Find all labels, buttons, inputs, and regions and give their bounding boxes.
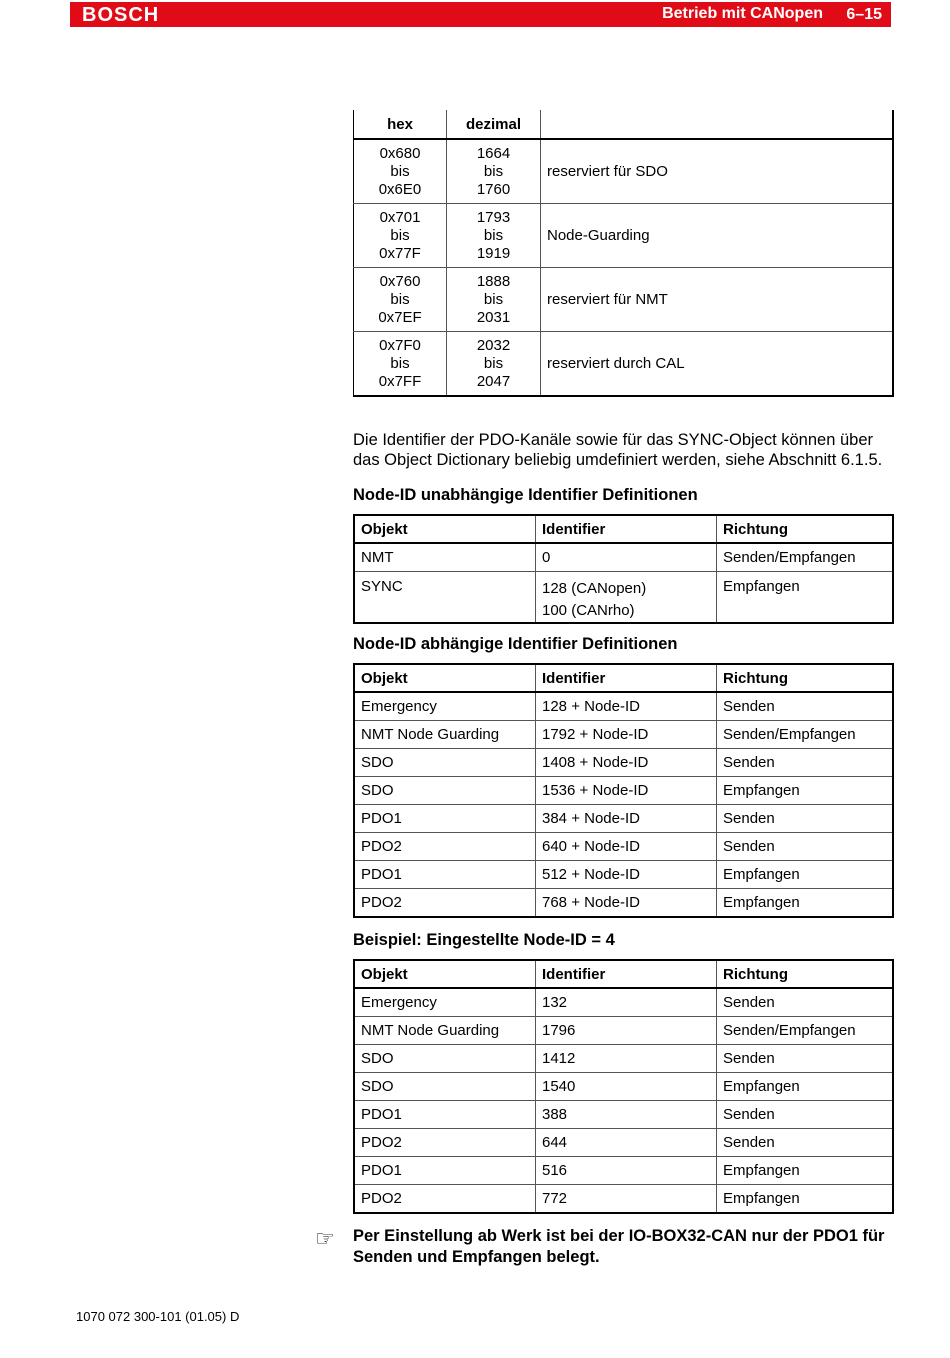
table-row xyxy=(354,543,893,572)
description-cell: Node-Guarding xyxy=(541,204,894,268)
objekt-cell: PDO1 xyxy=(354,1157,536,1185)
column-header-objekt: Objekt xyxy=(354,664,536,692)
objekt-cell: PDO1 xyxy=(354,805,536,833)
hex-range-cell: 0x701 bis 0x77F xyxy=(354,204,447,268)
description-cell: reserviert für SDO xyxy=(541,139,894,204)
richtung-cell: Senden xyxy=(717,988,894,1017)
richtung-cell: Senden xyxy=(717,692,894,721)
factory-setting-note: Per Einstellung ab Werk ist bei der IO-BOX32-CAN nur der PDO1 für Senden und Empfangen belegt. xyxy=(353,1227,885,1266)
column-header-richtung: Richtung xyxy=(717,515,894,543)
identifier-cell: 644 xyxy=(536,1129,717,1157)
section-title-dependent: Node-ID abhängige Identifier Definitionen xyxy=(353,635,678,653)
identifier-cell: 512 + Node-ID xyxy=(536,861,717,889)
identifier-cell: 640 + Node-ID xyxy=(536,833,717,861)
richtung-cell: Senden xyxy=(717,749,894,777)
richtung-cell: Senden xyxy=(717,1045,894,1073)
table-row xyxy=(354,1017,893,1045)
objekt-cell: PDO2 xyxy=(354,889,536,918)
table-row xyxy=(354,1157,893,1185)
objekt-cell: SDO xyxy=(354,749,536,777)
column-header-hex: hex xyxy=(354,110,447,139)
table-row xyxy=(354,721,893,749)
identifier-cell: 128 + Node-ID xyxy=(536,692,717,721)
objekt-cell: Emergency xyxy=(354,988,536,1017)
identifier-cell: 768 + Node-ID xyxy=(536,889,717,918)
column-header-identifier: Identifier xyxy=(536,515,717,543)
table-row xyxy=(354,139,894,204)
description-cell: reserviert durch CAL xyxy=(541,332,894,397)
table-header-row xyxy=(354,110,894,139)
identifier-cell: 1792 + Node-ID xyxy=(536,721,717,749)
column-header-identifier: Identifier xyxy=(536,664,717,692)
table-row xyxy=(354,692,893,721)
identifier-cell: 1408 + Node-ID xyxy=(536,749,717,777)
table-row xyxy=(354,988,893,1017)
table-row xyxy=(354,805,893,833)
column-header-richtung: Richtung xyxy=(717,960,894,988)
independent-identifier-table xyxy=(353,514,894,624)
identifier-cell: 0 xyxy=(536,543,717,572)
objekt-cell: NMT Node Guarding xyxy=(354,1017,536,1045)
hex-range-cell: 0x7F0 bis 0x7FF xyxy=(354,332,447,397)
table-row xyxy=(354,572,893,624)
objekt-cell: PDO1 xyxy=(354,861,536,889)
brand-logo: BOSCH xyxy=(82,4,160,26)
table-row xyxy=(354,332,894,397)
column-header-objekt: Objekt xyxy=(354,960,536,988)
table-header-row xyxy=(354,960,893,988)
richtung-cell: Senden xyxy=(717,1129,894,1157)
richtung-cell: Senden/Empfangen xyxy=(717,543,894,572)
table-row xyxy=(354,1185,893,1214)
hex-range-cell: 0x680 bis 0x6E0 xyxy=(354,139,447,204)
page-header xyxy=(70,2,891,27)
objekt-cell: PDO2 xyxy=(354,1129,536,1157)
table-row xyxy=(354,1045,893,1073)
richtung-cell: Senden xyxy=(717,805,894,833)
richtung-cell: Empfangen xyxy=(717,1185,894,1214)
objekt-cell: NMT xyxy=(354,543,536,572)
table-header-row xyxy=(354,515,893,543)
decimal-range-cell: 1664 bis 1760 xyxy=(447,139,541,204)
table-row xyxy=(354,1073,893,1101)
decimal-range-cell: 1793 bis 1919 xyxy=(447,204,541,268)
identifier-cell: 516 xyxy=(536,1157,717,1185)
table-row xyxy=(354,861,893,889)
richtung-cell: Senden/Empfangen xyxy=(717,1017,894,1045)
table-row xyxy=(354,1101,893,1129)
objekt-cell: PDO1 xyxy=(354,1101,536,1129)
table-row xyxy=(354,1129,893,1157)
objekt-cell: PDO2 xyxy=(354,1185,536,1214)
objekt-cell: PDO2 xyxy=(354,833,536,861)
identifier-cell: 388 xyxy=(536,1101,717,1129)
section-title-example: Beispiel: Eingestellte Node-ID = 4 xyxy=(353,931,615,949)
page-number: 6–15 xyxy=(846,6,882,23)
document-number: 1070 072 300-101 (01.05) D xyxy=(76,1309,240,1324)
richtung-cell: Empfangen xyxy=(717,777,894,805)
column-header-identifier: Identifier xyxy=(536,960,717,988)
table-row xyxy=(354,204,894,268)
objekt-cell: SYNC xyxy=(354,572,536,624)
table-row xyxy=(354,749,893,777)
richtung-cell: Senden xyxy=(717,1101,894,1129)
objekt-cell: NMT Node Guarding xyxy=(354,721,536,749)
identifier-cell: 384 + Node-ID xyxy=(536,805,717,833)
richtung-cell: Senden xyxy=(717,833,894,861)
table-row xyxy=(354,889,893,918)
identifier-cell: 132 xyxy=(536,988,717,1017)
pointing-hand-icon: ☞ xyxy=(315,1226,335,1251)
hex-range-cell: 0x760 bis 0x7EF xyxy=(354,268,447,332)
richtung-cell: Empfangen xyxy=(717,1073,894,1101)
identifier-range-table xyxy=(353,110,894,397)
table-row xyxy=(354,268,894,332)
dependent-identifier-table xyxy=(353,663,894,918)
table-header-row xyxy=(354,664,893,692)
table-row xyxy=(354,777,893,805)
identifier-cell: 1412 xyxy=(536,1045,717,1073)
objekt-cell: SDO xyxy=(354,1045,536,1073)
identifier-cell: 1536 + Node-ID xyxy=(536,777,717,805)
richtung-cell: Empfangen xyxy=(717,861,894,889)
chapter-title: Betrieb mit CANopen xyxy=(662,5,823,22)
description-cell: reserviert für NMT xyxy=(541,268,894,332)
identifier-cell: 772 xyxy=(536,1185,717,1214)
identifier-cell: 1540 xyxy=(536,1073,717,1101)
identifier-cell: 1796 xyxy=(536,1017,717,1045)
decimal-range-cell: 1888 bis 2031 xyxy=(447,268,541,332)
example-identifier-table xyxy=(353,959,894,1214)
decimal-range-cell: 2032 bis 2047 xyxy=(447,332,541,397)
richtung-cell: Empfangen xyxy=(717,889,894,918)
objekt-cell: SDO xyxy=(354,777,536,805)
richtung-cell: Senden/Empfangen xyxy=(717,721,894,749)
identifier-cell: 128 (CANopen) 100 (CANrho) xyxy=(536,572,717,624)
richtung-cell: Empfangen xyxy=(717,1157,894,1185)
richtung-cell: Empfangen xyxy=(717,572,894,624)
objekt-cell: SDO xyxy=(354,1073,536,1101)
column-header-objekt: Objekt xyxy=(354,515,536,543)
body-paragraph: Die Identifier der PDO-Kanäle sowie für das SYNC-Object können über das Object Dictionary beliebig umdefiniert werden, siehe Abschnitt 6.1.5. xyxy=(353,431,883,469)
column-header-description xyxy=(541,110,894,139)
column-header-richtung: Richtung xyxy=(717,664,894,692)
column-header-dezimal: dezimal xyxy=(447,110,541,139)
objekt-cell: Emergency xyxy=(354,692,536,721)
section-title-independent: Node-ID unabhängige Identifier Definitionen xyxy=(353,486,698,504)
table-row xyxy=(354,833,893,861)
